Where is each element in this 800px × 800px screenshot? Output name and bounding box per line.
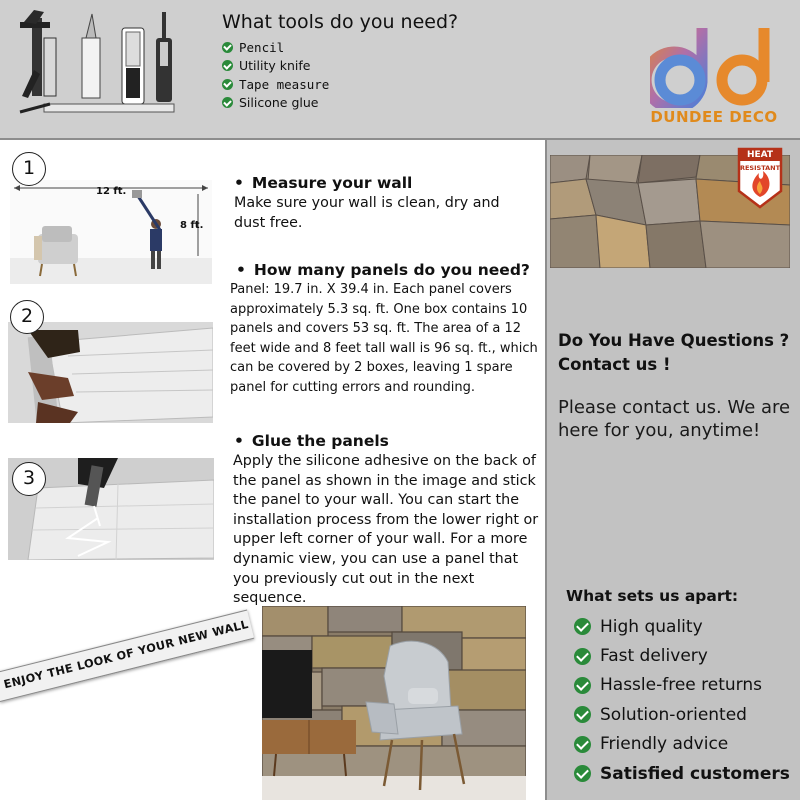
height-label: 8 ft.: [180, 220, 204, 231]
step-number-2: 2: [10, 300, 44, 334]
measure-heading: • Measure your wall: [234, 174, 412, 192]
check-icon: [574, 677, 591, 694]
check-icon: [574, 648, 591, 665]
apart-label: High quality: [600, 616, 703, 637]
check-icon: [222, 79, 233, 90]
room-scene-image: [262, 606, 526, 800]
tool-item: [222, 75, 329, 94]
check-icon: [574, 618, 591, 635]
tools-illustration: [14, 8, 182, 120]
step-2-image: [8, 322, 213, 423]
badge-line2: RESISTANT: [739, 164, 781, 172]
step-1-image: [10, 180, 212, 284]
contact-title: Do You Have Questions ? Contact us !: [558, 331, 790, 374]
apart-list: [574, 612, 790, 788]
step-number-3: 3: [12, 462, 46, 496]
apart-item: [574, 641, 790, 670]
enjoy-banner: [0, 610, 254, 702]
tool-label: Tape measure: [239, 76, 330, 92]
badge-line1: HEAT: [746, 150, 774, 160]
measure-body: Make sure your wall is clean, dry and dust free.: [234, 195, 500, 231]
tools-list: [222, 38, 329, 112]
apart-label: Friendly advice: [600, 734, 729, 755]
glue-heading: • Glue the panels: [234, 432, 389, 450]
apart-item: [574, 759, 790, 788]
glue-body: Apply the silicone adhesive on the back of the panel as shown in the image and stick the panel to your wall. You can start the installation process from the lower right or upper left corner of your wall. For a more dynamic view, you can use a panel that you previously cut out in the next sequence.: [233, 453, 539, 607]
tool-label: Silicone glue: [239, 95, 319, 111]
brand-name: DUNDEE DECO: [650, 108, 778, 126]
width-label: 12 ft.: [96, 186, 127, 197]
apart-item: [574, 700, 790, 729]
check-icon: [574, 736, 591, 753]
header: [0, 0, 800, 140]
step-number-1: 1: [12, 152, 46, 186]
apart-label: Fast delivery: [600, 646, 708, 667]
apart-item: [574, 730, 790, 759]
tool-item: [222, 57, 329, 76]
apart-item: [574, 612, 790, 641]
check-icon: [222, 60, 233, 71]
tool-label: Pencil: [239, 39, 285, 55]
check-icon: [222, 42, 233, 53]
tool-label: Utility knife: [239, 58, 311, 74]
apart-title: What sets us apart:: [566, 587, 739, 605]
enjoy-banner-text: ENJOY THE LOOK OF YOUR NEW WALL: [2, 617, 250, 692]
check-icon: [222, 97, 233, 108]
apart-label: Satisfied customers: [600, 763, 790, 784]
contact-text: Please contact us. We are here for you, anytime!: [558, 397, 791, 441]
tools-title: What tools do you need?: [222, 11, 459, 33]
check-icon: [574, 706, 591, 723]
tool-item: [222, 94, 329, 113]
apart-label: Solution-oriented: [600, 704, 747, 725]
apart-label: Hassle-free returns: [600, 675, 762, 696]
panels-heading: • How many panels do you need?: [236, 261, 530, 279]
check-icon: [574, 765, 591, 782]
tool-item: [222, 38, 329, 57]
apart-item: [574, 671, 790, 700]
panels-body: Panel: 19.7 in. X 39.4 in. Each panel covers approximately 5.3 sq. ft. One box contains 10 panels and covers 53 sq. ft. The area of a 12 feet wide and 8 feet tall wall is 96 sq. ft., which can be covered by 2 boxes, leaving 1 spare panel for cutting errors and rounding.: [230, 282, 538, 395]
heat-resistant-badge: [735, 147, 785, 209]
